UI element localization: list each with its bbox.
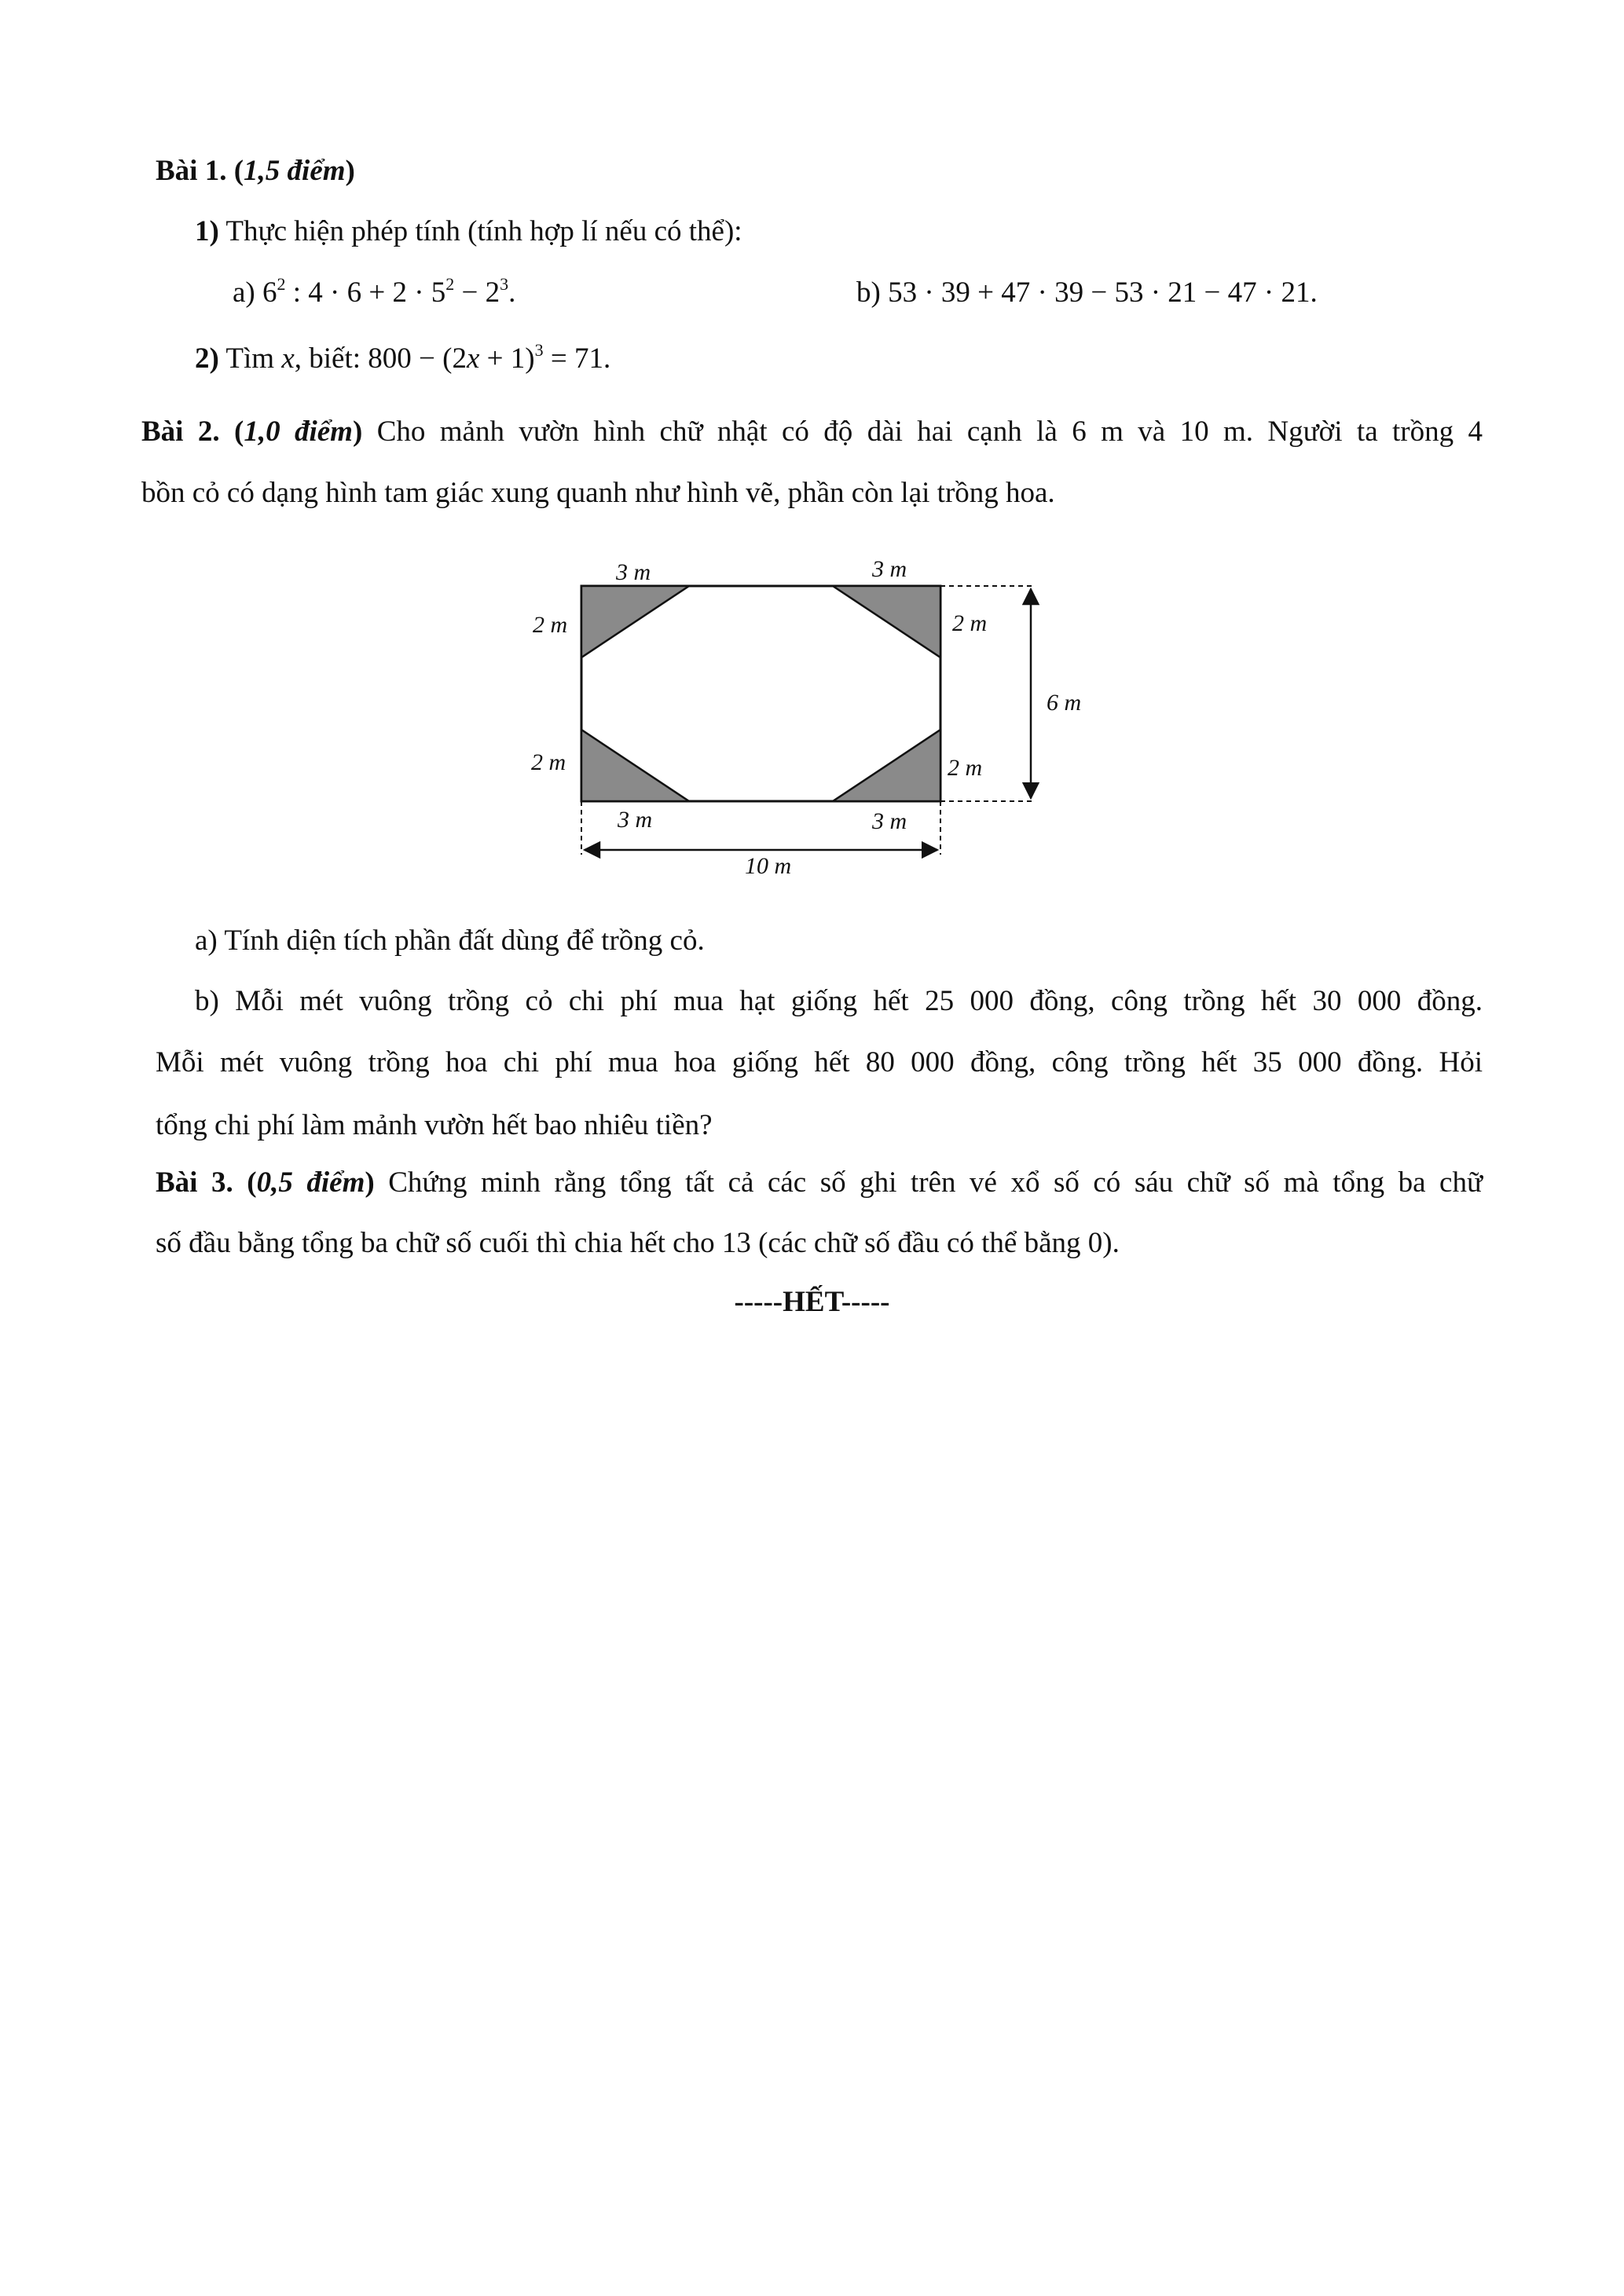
bai2-question-b-line2: Mỗi mét vuông trồng hoa chi phí mua hoa giống hết 80 000 đồng, công trồng hết 35 000 đồng. Hỏi <box>156 1046 1483 1078</box>
label-bottom-left: 3 m <box>618 807 653 833</box>
bai3-points: 0,5 điểm <box>256 1166 365 1199</box>
end-mark: -----HẾT----- <box>734 1286 890 1318</box>
label-left-bottom: 2 m <box>531 749 566 775</box>
bai2-line1: Bài 2. (1,0 điểm) Cho mảnh vườn hình chữ nhật có độ dài hai cạnh là 6 m và 10 m. Người ta trồng 4 <box>141 416 1483 448</box>
label-right-top: 2 m <box>952 610 988 636</box>
bai1-part1-b: b) 53 · 39 + 47 · 39 − 53 · 21 − 47 · 21. <box>856 276 1318 309</box>
garden-figure <box>503 542 1116 888</box>
bai1-part2: 2) Tìm x, biết: $800 - (2x + 1)^3 = 71$. <box>195 340 611 375</box>
bai3-line1: Bài 3. (0,5 điểm) Chứng minh rằng tổng tất cả các số ghi trên vé xổ số có sáu chữ số mà tổng ba chữ <box>156 1166 1483 1199</box>
label-height: 6 m <box>1047 690 1082 716</box>
bai2-question-b-line1: b) Mỗi mét vuông trồng cỏ chi phí mua hạt giống hết 25 000 đồng, công trồng hết 30 000 đồng. <box>195 985 1483 1017</box>
bai2-line2: bồn cỏ có dạng hình tam giác xung quanh như hình vẽ, phần còn lại trồng hoa. <box>141 477 1055 509</box>
bai1-part1-a: a) $6^2$ : $4 \cdot 6 + 2 \cdot 5^2 - 2^3$. <box>233 274 516 309</box>
bai1-points: 1,5 điểm <box>244 155 346 187</box>
bai3-title: Bài 3. <box>156 1166 233 1199</box>
label-top-left: 3 m <box>616 559 651 585</box>
bai2-question-a: a) Tính diện tích phần đất dùng để trồng cỏ. <box>195 925 705 957</box>
bai2-points: 1,0 điểm <box>244 416 353 448</box>
label-top-right: 3 m <box>872 556 907 582</box>
label-left-top: 2 m <box>533 612 568 638</box>
bai3-line2: số đầu bằng tổng ba chữ số cuối thì chia hết cho 13 (các chữ số đầu có thể bằng 0). <box>156 1227 1120 1259</box>
bai1-title: Bài 1. <box>156 155 227 187</box>
bai1-part1: 1) Thực hiện phép tính (tính hợp lí nếu có thể): <box>195 215 742 247</box>
label-bottom-right: 3 m <box>872 808 907 834</box>
bai1-heading: Bài 1. (1,5 điểm) <box>156 155 355 187</box>
label-right-bottom: 2 m <box>948 755 983 781</box>
label-width: 10 m <box>745 853 792 879</box>
bai2-question-b-line3: tổng chi phí làm mảnh vườn hết bao nhiêu tiền? <box>156 1109 713 1141</box>
bai2-title: Bài 2. <box>141 416 220 448</box>
